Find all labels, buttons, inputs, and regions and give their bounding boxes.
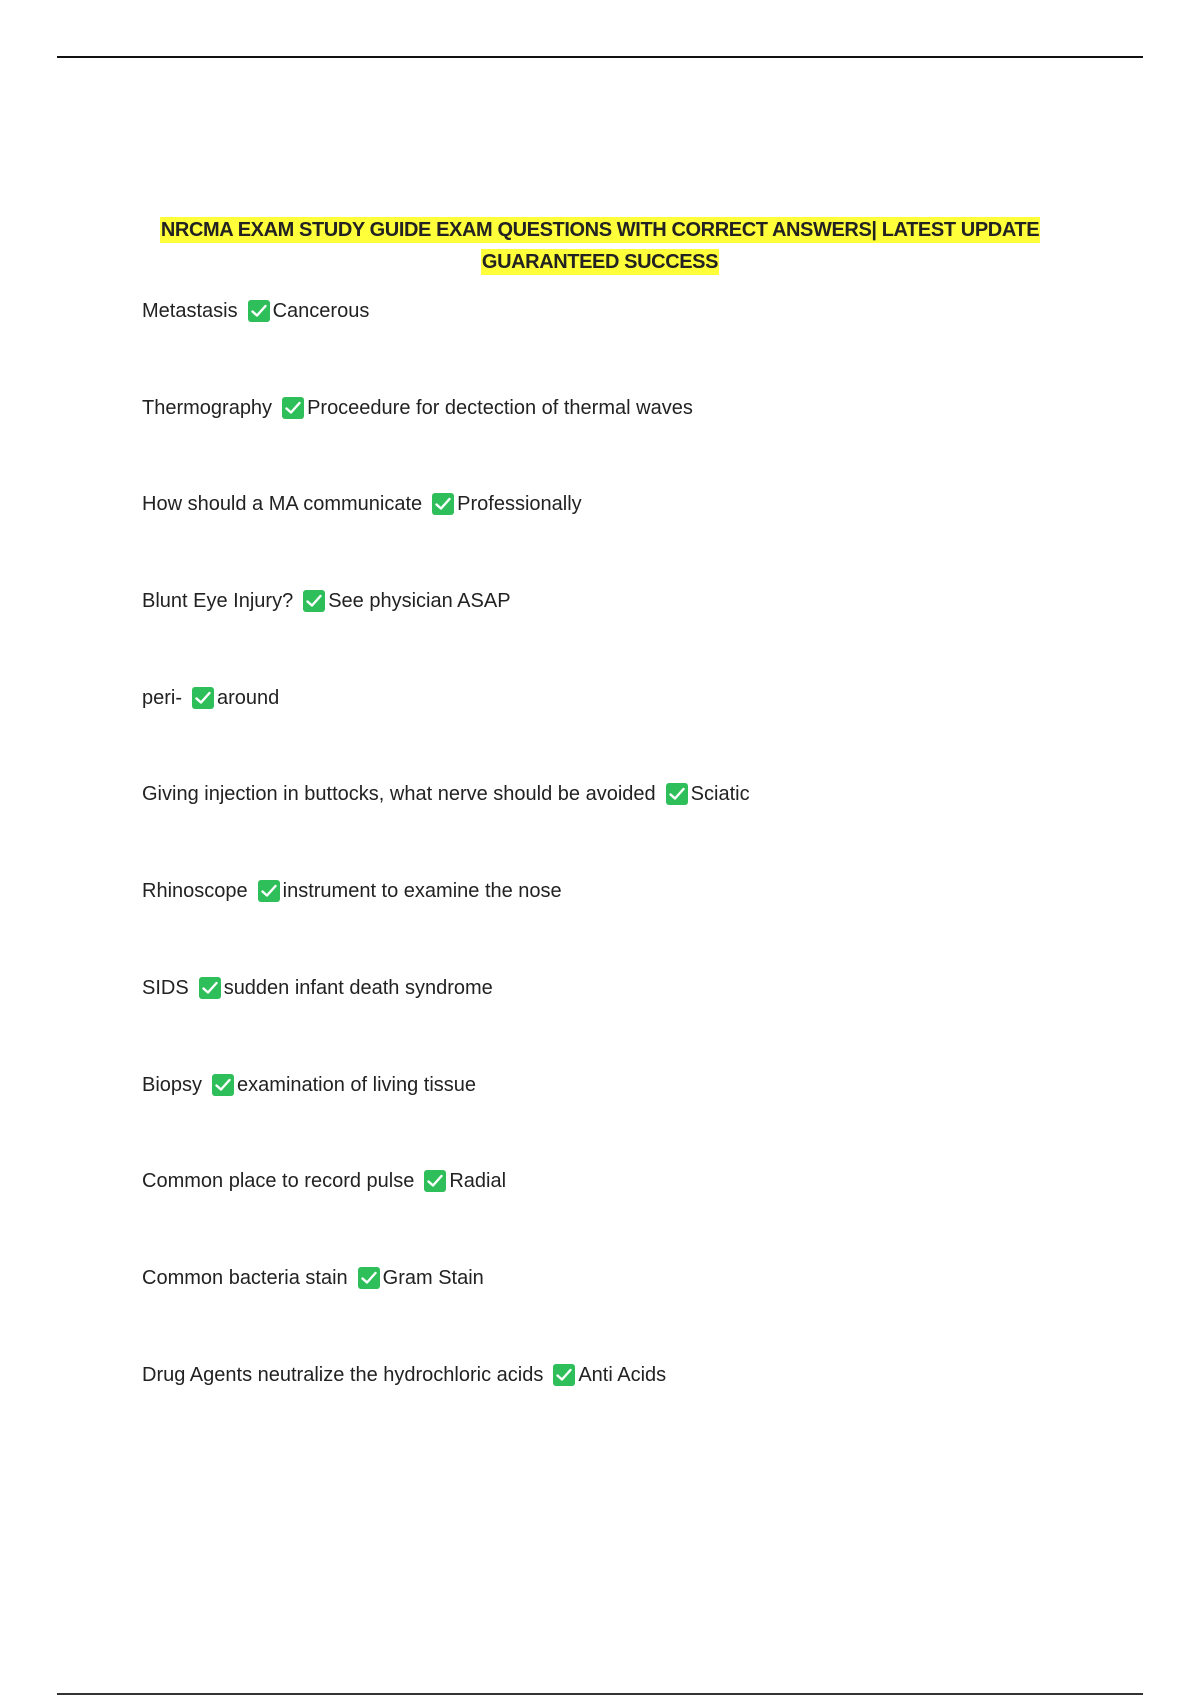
question-text: Rhinoscope (142, 880, 248, 903)
check-mark-icon (192, 687, 214, 709)
answer-text: around (217, 686, 280, 709)
qa-item (142, 777, 750, 874)
question-text: Common place to record pulse (142, 1170, 415, 1193)
question-text: Metastasis (142, 300, 238, 322)
qa-item (142, 681, 750, 778)
qa-item (142, 1261, 750, 1358)
answer-text: Radial (449, 1170, 507, 1193)
question-text: peri- (142, 686, 183, 709)
check-mark-icon (358, 1267, 380, 1289)
footer-rule (57, 1693, 1143, 1695)
qa-item (142, 971, 750, 1068)
answer-text: examination of living tissue (237, 1073, 477, 1096)
check-mark-icon (248, 300, 270, 322)
qa-item (142, 294, 750, 391)
answer-text: instrument to examine the nose (282, 880, 562, 903)
question-text: How should a MA communicate (142, 493, 423, 516)
check-mark-icon (282, 397, 304, 419)
answer-text: Anti Acids (578, 1363, 667, 1386)
check-mark-icon (432, 493, 454, 515)
question-text: Giving injection in buttocks, what nerve should be avoided (142, 783, 656, 806)
check-mark-icon (303, 590, 325, 612)
header-rule (57, 56, 1143, 58)
document-title (100, 214, 1100, 278)
qa-list (142, 294, 750, 1454)
question-text: Biopsy (142, 1073, 203, 1096)
check-mark-icon (424, 1170, 446, 1192)
check-mark-icon (199, 977, 221, 999)
question-text: Thermography (142, 396, 273, 419)
qa-item (142, 584, 750, 681)
title-line-2: GUARANTEED SUCCESS (481, 251, 719, 273)
answer-text: Sciatic (690, 783, 750, 806)
qa-item (142, 487, 750, 584)
answer-text: sudden infant death syndrome (223, 976, 493, 999)
title-line-1: NRCMA EXAM STUDY GUIDE EXAM QUESTIONS WITH CORRECT ANSWERS| LATEST UPDATE (160, 219, 1040, 241)
answer-text: Proceedure for dectection of thermal waves (307, 396, 693, 419)
check-mark-icon (553, 1364, 575, 1386)
answer-text: Gram Stain (382, 1266, 484, 1289)
question-text: SIDS (142, 976, 189, 999)
answer-text: Professionally (457, 493, 582, 516)
qa-item (142, 391, 750, 488)
question-text: Common bacteria stain (142, 1266, 348, 1289)
check-mark-icon (258, 880, 280, 902)
check-mark-icon (666, 783, 688, 805)
qa-item (142, 1358, 750, 1455)
qa-item (142, 874, 750, 971)
qa-item (142, 1068, 750, 1165)
question-text: Drug Agents neutralize the hydrochloric acids (142, 1363, 544, 1386)
check-mark-icon (212, 1074, 234, 1096)
answer-text: See physician ASAP (328, 590, 511, 613)
question-text: Blunt Eye Injury? (142, 590, 294, 613)
answer-text: Cancerous (272, 300, 370, 322)
qa-item (142, 1164, 750, 1261)
